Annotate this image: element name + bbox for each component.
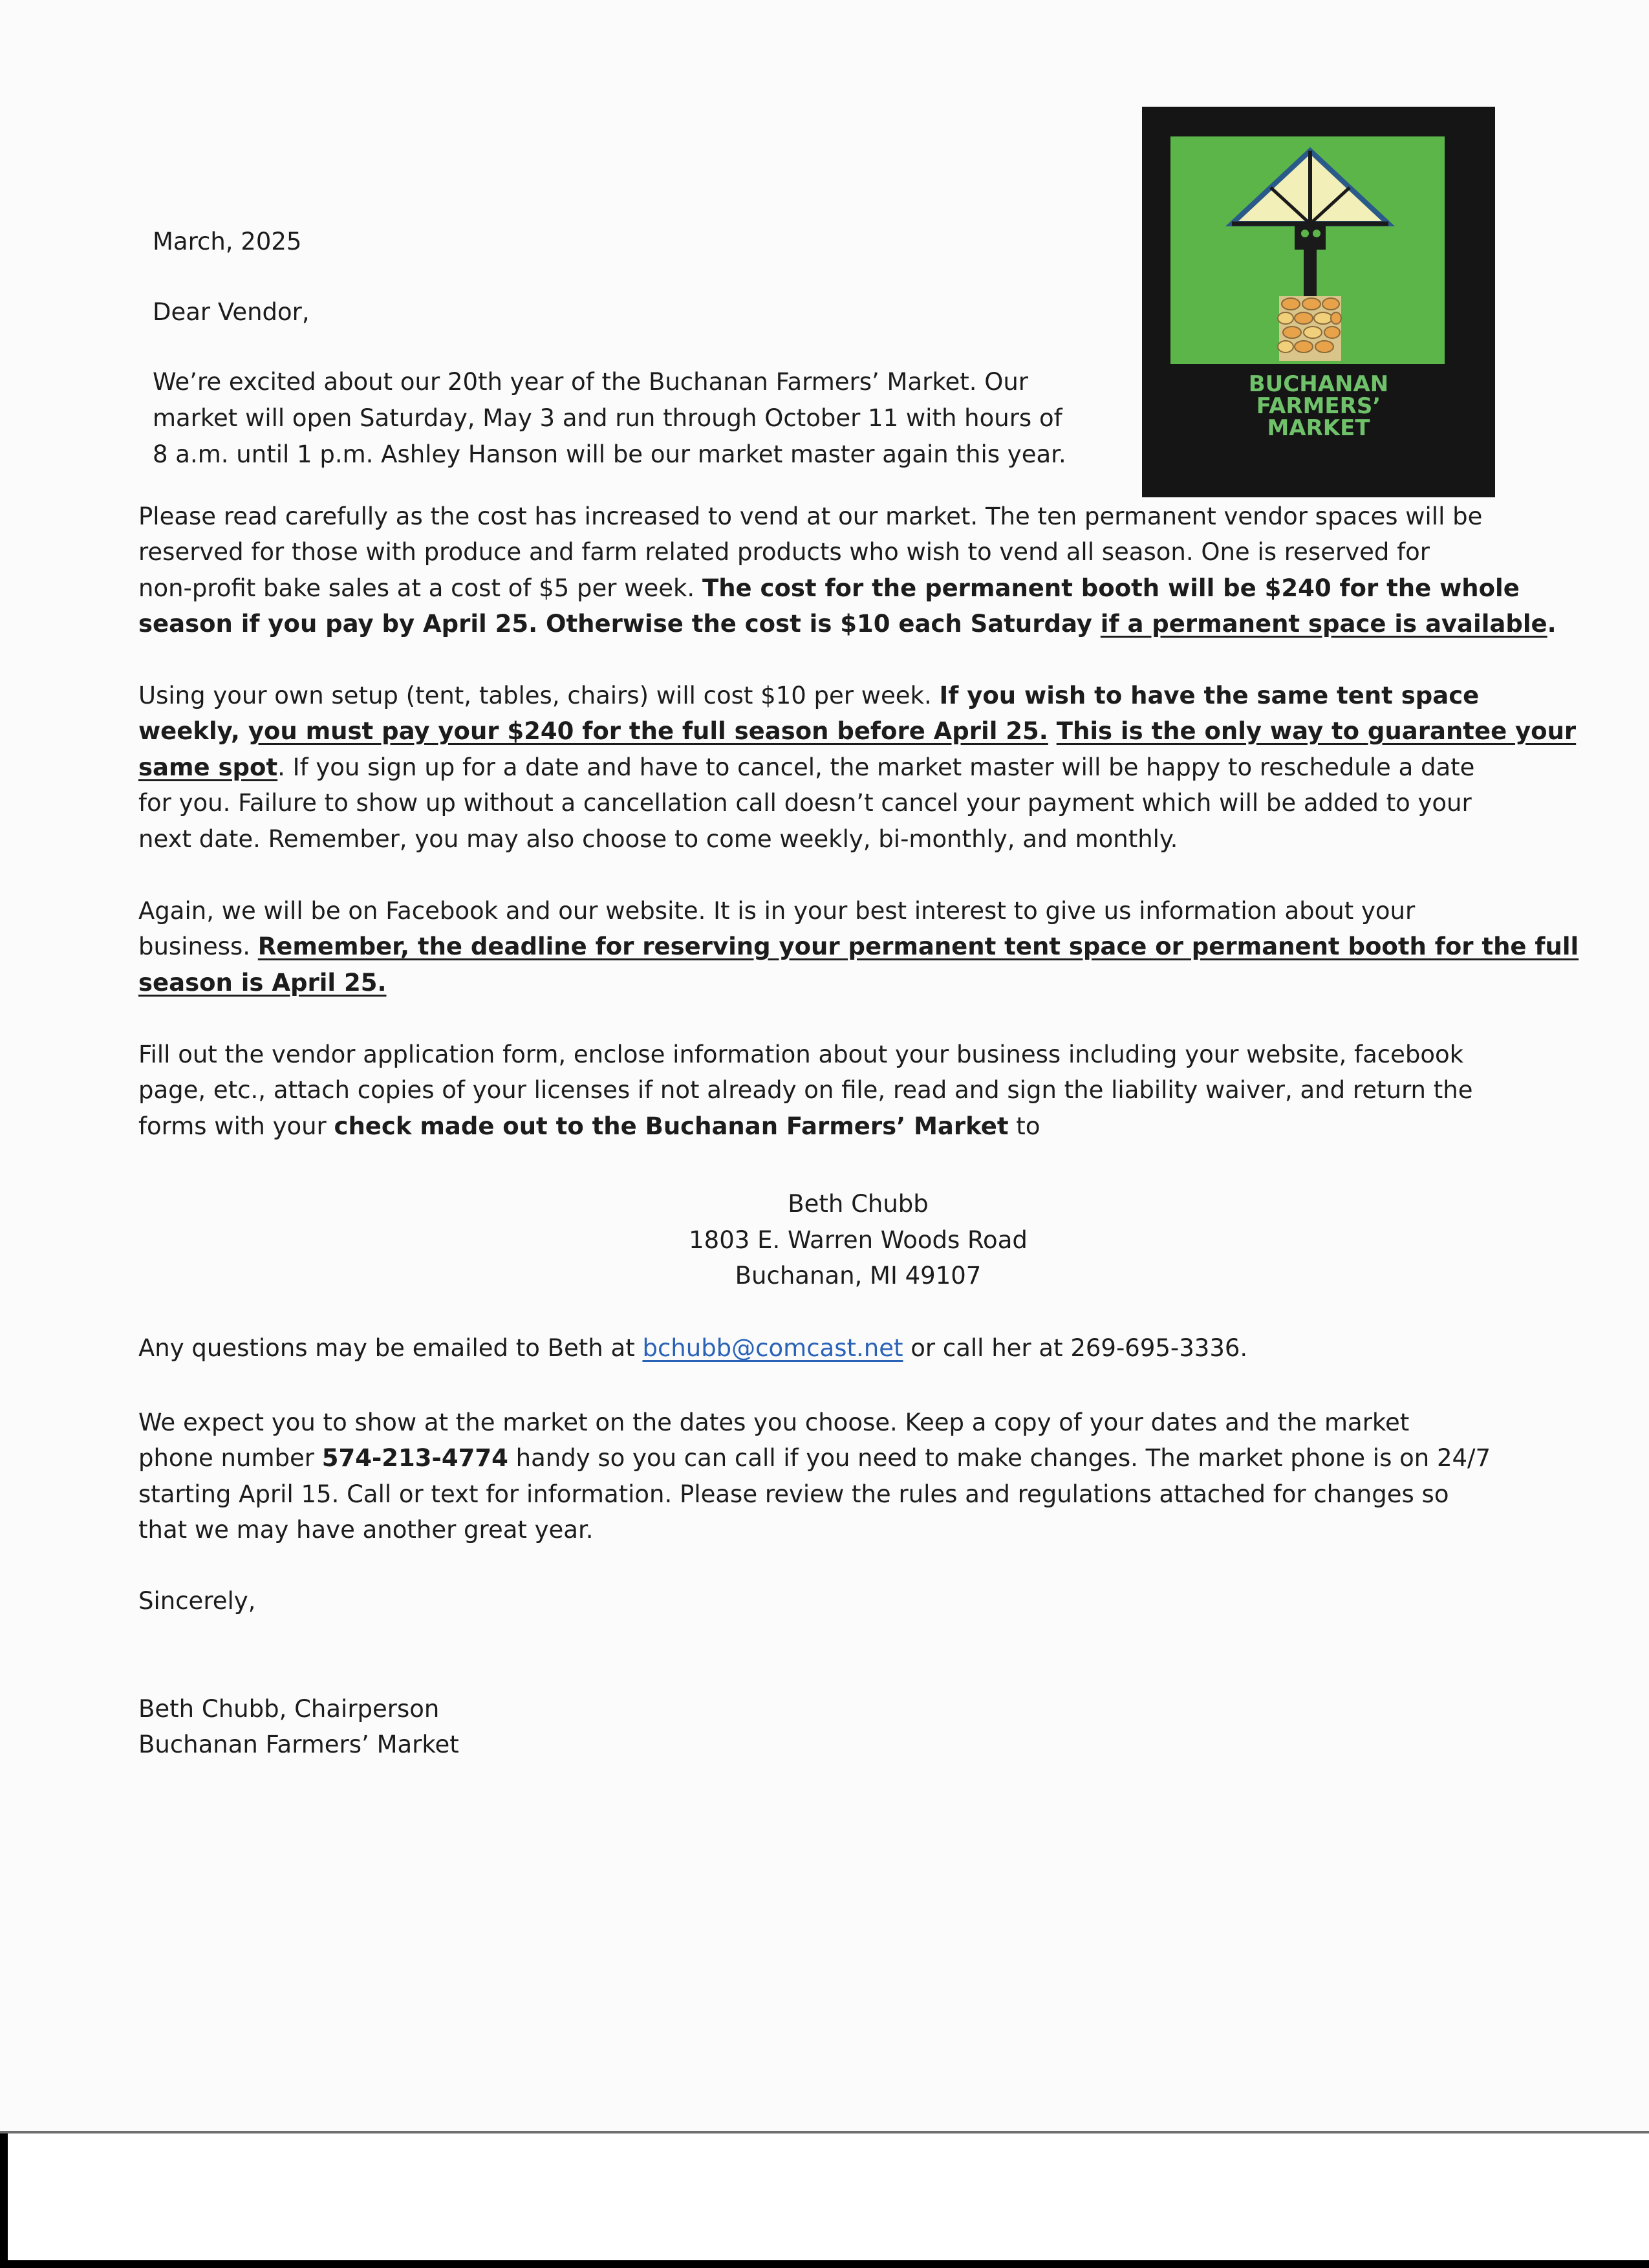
intro-line: market will open Saturday, May 3 and run through October 11 with hours of bbox=[153, 404, 1062, 432]
intro-line: 8 a.m. until 1 p.m. Ashley Hanson will be our market master again this year. bbox=[153, 440, 1066, 468]
scan-margin bbox=[0, 2133, 1649, 2263]
cost-line: non-profit bake sales at a cost of $5 per week. The cost for the permanent booth will be $240 for the whole bbox=[138, 574, 1520, 602]
scan-border-bottom bbox=[0, 2260, 1649, 2268]
address-name: Beth Chubb bbox=[788, 1190, 929, 1218]
cost-line: Please read carefully as the cost has increased to vend at our market. The ten permanent vendor spaces will be bbox=[138, 502, 1483, 530]
logo-text-line: FARMERS’ bbox=[1256, 393, 1381, 419]
setup-line: next date. Remember, you may also choose to come weekly, bi-monthly, and monthly. bbox=[138, 825, 1178, 853]
setup-line: Using your own setup (tent, tables, chairs) will cost $10 per week. If you wish to have the same tent space bbox=[138, 682, 1480, 709]
facebook-line: business. Remember, the deadline for reserving your permanent tent space or permanent booth for the full bbox=[138, 933, 1579, 960]
signature-name: Beth Chubb, Chairperson bbox=[138, 1695, 440, 1723]
facebook-line: season is April 25. bbox=[138, 969, 387, 997]
facebook-line: Again, we will be on Facebook and our website. It is in your best interest to give us information about your bbox=[138, 897, 1416, 925]
setup-line: weekly, you must pay your $240 for the full season before April 25. This is the only way to guarantee your bbox=[138, 717, 1577, 745]
letter-date: March, 2025 bbox=[153, 228, 302, 255]
form-line: page, etc., attach copies of your licenses if not already on file, read and sign the liability waiver, and return the bbox=[138, 1076, 1473, 1104]
logo-text-line: MARKET bbox=[1267, 415, 1370, 441]
setup-line: same spot. If you sign up for a date and have to cancel, the market master will be happy to reschedule a date bbox=[138, 753, 1475, 781]
logo-post bbox=[1304, 250, 1317, 296]
expect-line: starting April 15. Call or text for information. Please review the rules and regulations attached for changes so bbox=[138, 1480, 1449, 1508]
signature-org: Buchanan Farmers’ Market bbox=[138, 1731, 459, 1758]
address-city: Buchanan, MI 49107 bbox=[735, 1262, 982, 1290]
expect-line: We expect you to show at the market on the dates you choose. Keep a copy of your dates and the market bbox=[138, 1409, 1410, 1436]
market-logo bbox=[1142, 107, 1495, 497]
salutation: Dear Vendor, bbox=[153, 298, 310, 326]
closing: Sincerely, bbox=[138, 1587, 256, 1615]
scan-border-left bbox=[0, 2133, 8, 2268]
address-street: 1803 E. Warren Woods Road bbox=[689, 1226, 1028, 1254]
questions-line: Any questions may be emailed to Beth at bchubb@comcast.net or call her at 269-695-3336. bbox=[138, 1334, 1248, 1362]
cost-line: reserved for those with produce and farm related products who wish to vend all season. One is reserved for bbox=[138, 538, 1430, 566]
cost-line: season if you pay by April 25. Otherwise the cost is $10 each Saturday if a permanent space is available. bbox=[138, 610, 1557, 638]
form-line: forms with your check made out to the Buchanan Farmers’ Market to bbox=[138, 1112, 1040, 1140]
setup-line: for you. Failure to show up without a cancellation call doesn’t cancel your payment which will be added to your bbox=[138, 789, 1472, 817]
email-link[interactable]: bchubb@comcast.net bbox=[642, 1334, 903, 1362]
intro-line: We’re excited about our 20th year of the Buchanan Farmers’ Market. Our bbox=[153, 368, 1029, 396]
form-line: Fill out the vendor application form, enclose information about your business including your website, facebook bbox=[138, 1041, 1464, 1068]
expect-line: that we may have another great year. bbox=[138, 1516, 594, 1544]
logo-text-line: BUCHANAN bbox=[1248, 371, 1389, 397]
expect-line: phone number 574-213-4774 handy so you can call if you need to make changes. The market phone is on 24/7 bbox=[138, 1444, 1491, 1472]
